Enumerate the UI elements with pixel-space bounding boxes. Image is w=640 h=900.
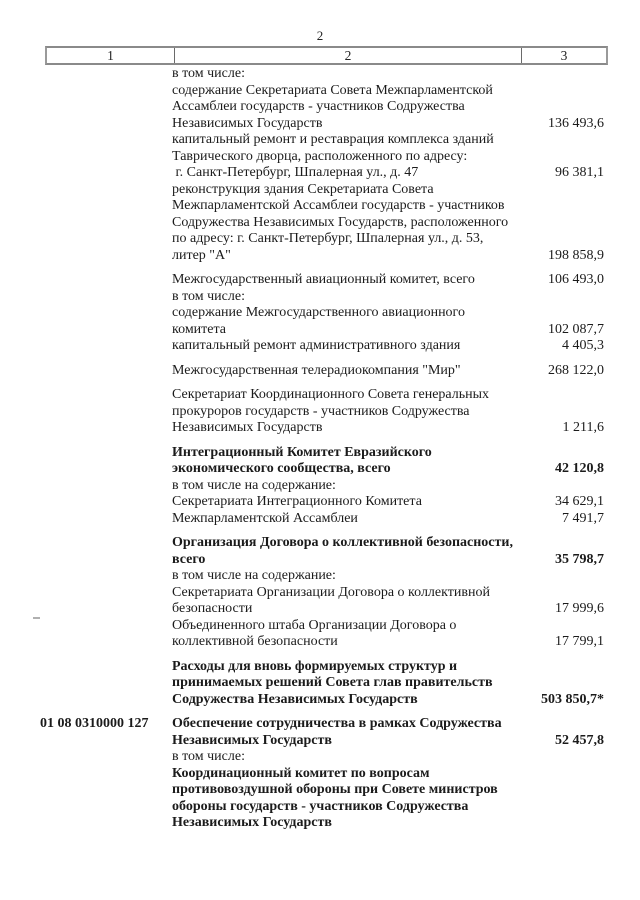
- row-text: капитальный ремонт и реставрация комплекса зданий: [172, 132, 494, 147]
- row-text: Организация Договора о коллективной безопасности,: [172, 535, 513, 550]
- table-row: [40, 815, 604, 832]
- row-text: Расходы для вновь формируемых структур и: [172, 658, 458, 674]
- table-row: [40, 511, 604, 528]
- table-row: [40, 445, 604, 462]
- row-text: в том числе:: [172, 288, 245, 304]
- row-amount: 1 211,6: [562, 420, 604, 435]
- table-row: [40, 215, 604, 232]
- table-row: [40, 535, 604, 552]
- table-row: [40, 675, 604, 692]
- table-row: [40, 568, 604, 585]
- table-row: [40, 322, 604, 339]
- row-text: Ассамблеи государств - участников Содружества: [172, 99, 465, 114]
- row-text: Координационный комитет по вопросам: [172, 765, 430, 781]
- table-row: [40, 799, 604, 816]
- table-row: [40, 305, 604, 322]
- row-text: Межпарламентской Ассамблеи государств - участников: [172, 198, 505, 213]
- table-row: [40, 716, 604, 733]
- row-text: Секретариата Интеграционного Комитета: [172, 494, 422, 509]
- row-text: обороны государств - участников Содружества: [172, 798, 469, 814]
- table-row: [40, 149, 604, 166]
- table-row: [40, 494, 604, 511]
- row-text: Содружества Независимых Государств: [172, 691, 418, 707]
- row-text: Межпарламентской Ассамблеи: [172, 510, 358, 526]
- row-text: реконструкция здания Секретариата Совета: [172, 181, 434, 197]
- row-text: в том числе на содержание:: [172, 568, 336, 583]
- table-row: [40, 248, 604, 265]
- row-text: Интеграционный Комитет Евразийского: [172, 444, 432, 460]
- row-amount: 268 122,0: [548, 362, 604, 378]
- row-amount: 34 629,1: [555, 494, 604, 509]
- scan-artifact: [33, 617, 40, 619]
- row-text: комитета: [172, 321, 227, 337]
- row-text: в том числе на содержание:: [172, 477, 336, 493]
- row-text: в том числе:: [172, 749, 245, 764]
- row-text: капитальный ремонт административного здания: [172, 338, 461, 353]
- column-header-2: 2: [175, 48, 522, 63]
- row-text: Секретариата Организации Договора о коллективной: [172, 584, 490, 600]
- row-text: Независимых Государств: [172, 815, 332, 830]
- row-text: г. Санкт-Петербург, Шпалерная ул., д. 47: [172, 165, 419, 180]
- row-text: Содружества Независимых Государств, расположенного: [172, 214, 509, 230]
- table-row: [40, 461, 604, 478]
- row-text: Обеспечение сотрудничества в рамках Содружества: [172, 716, 502, 731]
- row-text: Объединенного штаба Организации Договора о: [172, 617, 457, 633]
- table-row: [40, 272, 604, 289]
- table-row: [40, 132, 604, 149]
- row-text: содержание Межгосударственного авиационного: [172, 305, 465, 320]
- row-text: в том числе:: [172, 66, 245, 81]
- row-text: безопасности: [172, 601, 253, 616]
- row-text: Межгосударственный авиационный комитет, всего: [172, 272, 475, 287]
- row-text: всего: [172, 551, 206, 567]
- row-amount: 17 999,6: [555, 601, 604, 616]
- row-amount: 17 799,1: [555, 634, 604, 649]
- table-row: [40, 404, 604, 421]
- table-row: [40, 363, 604, 380]
- table-row: [40, 99, 604, 116]
- row-text: по адресу: г. Санкт-Петербург, Шпалерная ул., д. 53,: [172, 231, 484, 246]
- row-amount: 198 858,9: [548, 247, 604, 263]
- row-amount: 136 493,6: [548, 115, 604, 131]
- row-amount: 35 798,7: [555, 551, 604, 567]
- row-amount: 102 087,7: [548, 321, 604, 337]
- table-row: [40, 634, 604, 651]
- table-row: [40, 601, 604, 618]
- table-row: [40, 692, 604, 709]
- row-text: Секретариат Координационного Совета генеральных: [172, 387, 490, 402]
- row-text: экономического сообщества, всего: [172, 461, 391, 476]
- table-row: [40, 749, 604, 766]
- table-row: [40, 198, 604, 215]
- row-amount: 106 493,0: [548, 272, 604, 287]
- row-text: прокуроров государств - участников Содружества: [172, 403, 470, 419]
- table-row: [40, 182, 604, 199]
- row-amount: 42 120,8: [555, 461, 604, 476]
- row-code: 01 08 0310000 127: [40, 716, 149, 731]
- row-text: принимаемых решений Совета глав правительств: [172, 675, 493, 690]
- table-row: [40, 116, 604, 133]
- row-amount: 503 850,7*: [541, 691, 604, 707]
- row-text: Межгосударственная телерадиокомпания "Мир": [172, 362, 461, 378]
- row-text: противовоздушной обороны при Совете министров: [172, 782, 498, 797]
- column-header-3: 3: [560, 47, 568, 63]
- row-text: литер "А": [172, 247, 231, 263]
- row-text: Независимых Государств: [172, 115, 323, 131]
- table-row: [40, 782, 604, 799]
- row-text: Таврического дворца, расположенного по адресу:: [172, 148, 468, 164]
- table-row: [40, 552, 604, 569]
- table-row: [40, 420, 604, 437]
- table-row: [40, 231, 604, 248]
- table-row: [40, 618, 604, 635]
- table-row: [40, 387, 604, 404]
- page-number: 2: [316, 28, 324, 43]
- row-text: содержание Секретариата Совета Межпарламентской: [172, 82, 493, 98]
- table-row: [40, 165, 604, 182]
- table-body: [40, 66, 604, 832]
- table-row: [40, 478, 604, 495]
- table-row: [40, 66, 604, 83]
- row-amount: 52 457,8: [555, 732, 604, 748]
- table-row: [40, 733, 604, 750]
- table-row: [40, 659, 604, 676]
- table-row: [40, 585, 604, 602]
- row-amount: 4 405,3: [562, 338, 604, 353]
- row-text: коллективной безопасности: [172, 634, 338, 649]
- table-row: [40, 338, 604, 355]
- row-text: Независимых Государств: [172, 420, 323, 435]
- row-text: Независимых Государств: [172, 732, 332, 748]
- column-header-1: 1: [47, 48, 175, 63]
- row-amount: 96 381,1: [555, 165, 604, 180]
- table-row: [40, 83, 604, 100]
- table-header-row: [45, 46, 608, 65]
- row-amount: 7 491,7: [562, 510, 604, 526]
- table-row: [40, 766, 604, 783]
- table-row: [40, 289, 604, 306]
